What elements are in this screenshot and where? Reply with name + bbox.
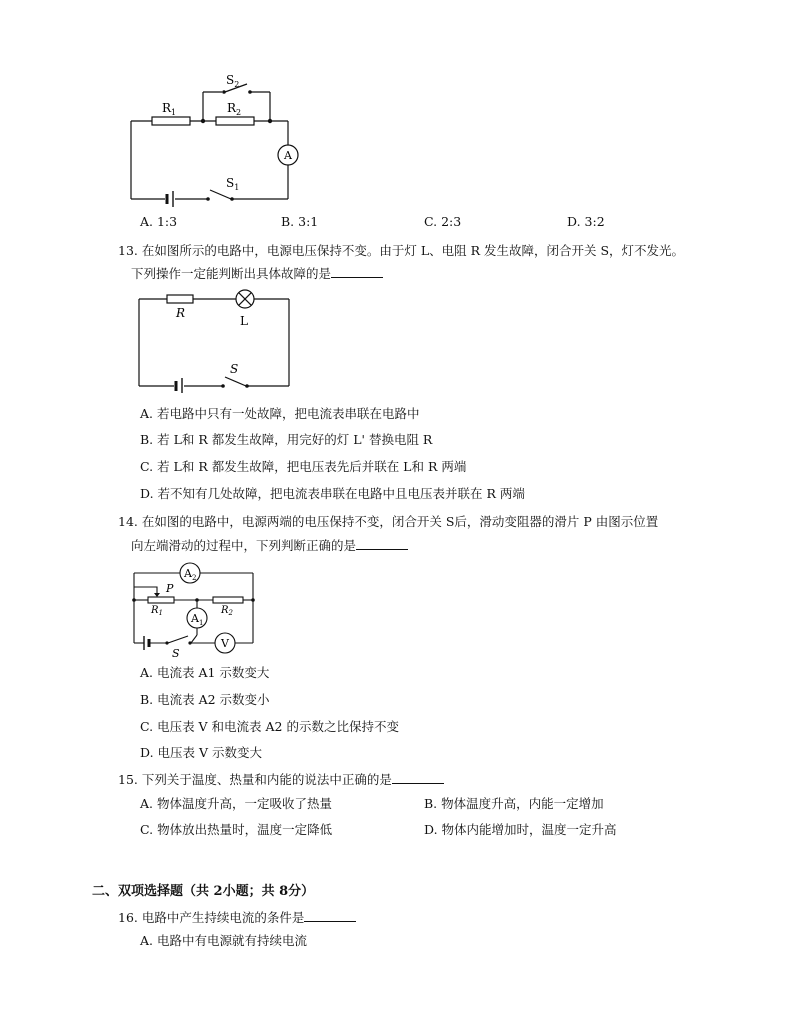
q15-stem-text: 15. 下列关于温度、热量和内能的说法中正确的是	[118, 772, 392, 787]
q16-stem-text: 16. 电路中产生持续电流的条件是	[118, 910, 305, 925]
label-a1: $A_1$	[191, 612, 204, 627]
q14-option-a[interactable]: A. 电流表 A1 示数变大	[140, 665, 270, 680]
q15-option-b[interactable]: B. 物体温度升高，内能一定增加	[424, 796, 604, 811]
section-2-title: 二、双项选择题（共 2小题；共 8分）	[92, 884, 315, 899]
q13-circuit-diagram	[134, 285, 294, 393]
r2-resistor	[213, 597, 243, 603]
r-resistor	[167, 295, 193, 303]
s1-switch-blade	[210, 190, 231, 199]
q13-stem-line1: 13. 在如图所示的电路中，电源电压保持不变。由于灯 L、电阻 R 发生故障，闭合开关 S，灯不发光。	[118, 243, 685, 258]
q13-option-c[interactable]: C. 若 L和 R 都发生故障，把电压表先后并联在 L和 R 两端	[140, 459, 467, 474]
q13-answer-blank[interactable]	[331, 267, 383, 278]
q15-option-a[interactable]: A. 物体温度升高，一定吸收了热量	[140, 796, 332, 811]
label-s2: $S_2$	[226, 73, 240, 89]
q12-circuit-diagram	[120, 62, 320, 210]
label-p: P	[166, 582, 174, 595]
q13-option-d[interactable]: D. 若不知有几处故障，把电流表串联在电路中且电压表并联在 R 两端	[140, 486, 525, 501]
q15-stem-line1	[118, 770, 444, 788]
label-r: R	[176, 306, 186, 320]
q16-answer-blank[interactable]	[304, 911, 356, 922]
q15-option-d[interactable]: D. 物体内能增加时，温度一定升高	[424, 822, 617, 837]
label-s: S	[230, 362, 239, 376]
r1-rheostat	[148, 597, 174, 603]
q16-stem-line1	[118, 908, 356, 926]
label-r2: $R_2$	[227, 101, 242, 117]
slider-p	[134, 587, 157, 596]
s-switch-blade	[168, 636, 188, 643]
label-r2: $R_2$	[221, 605, 233, 617]
label-r1: $R_1$	[151, 605, 163, 617]
label-v: V	[221, 637, 229, 650]
q14-answer-blank[interactable]	[356, 539, 408, 550]
label-a: A	[284, 149, 292, 162]
label-r1: $R_1$	[162, 101, 177, 117]
q14-option-c[interactable]: C. 电压表 V 和电流表 A2 的示数之比保持不变	[140, 719, 399, 734]
label-a2: $A_2$	[184, 567, 197, 582]
q14-option-d[interactable]: D. 电压表 V 示数变大	[140, 745, 262, 760]
label-s: S	[172, 647, 180, 660]
r1-resistor	[152, 117, 190, 125]
label-l: L	[240, 314, 248, 328]
q12-option-b[interactable]: B. 3:1	[281, 214, 319, 229]
q13-stem-line2	[131, 264, 383, 282]
q15-answer-blank[interactable]	[392, 773, 444, 784]
q13-option-a[interactable]: A. 若电路中只有一处故障，把电流表串联在电路中	[140, 406, 420, 421]
s-switch-blade	[225, 377, 246, 386]
q13-option-b[interactable]: B. 若 L和 R 都发生故障，用完好的灯 L' 替换电阻 R	[140, 432, 433, 447]
q14-circuit-diagram	[124, 557, 258, 660]
q14-stem-text: 向左端滑动的过程中，下列判断正确的是	[131, 538, 357, 553]
label-s1: $S_1$	[226, 176, 240, 192]
q12-option-a[interactable]: A. 1:3	[140, 214, 178, 229]
q16-option-a[interactable]: A. 电路中有电源就有持续电流	[140, 933, 307, 948]
q14-stem-line2	[131, 536, 408, 554]
q14-stem-line1: 14. 在如图的电路中，电源两端的电压保持不变，闭合开关 S后，滑动变阻器的滑片 P 由图示位置	[118, 514, 659, 529]
q12-option-c[interactable]: C. 2:3	[424, 214, 462, 229]
q13-stem-text: 下列操作一定能判断出具体故障的是	[131, 266, 332, 281]
q14-option-b[interactable]: B. 电流表 A2 示数变小	[140, 692, 270, 707]
r2-resistor	[216, 117, 254, 125]
q12-option-d[interactable]: D. 3:2	[567, 214, 605, 229]
q15-option-c[interactable]: C. 物体放出热量时，温度一定降低	[140, 822, 333, 837]
